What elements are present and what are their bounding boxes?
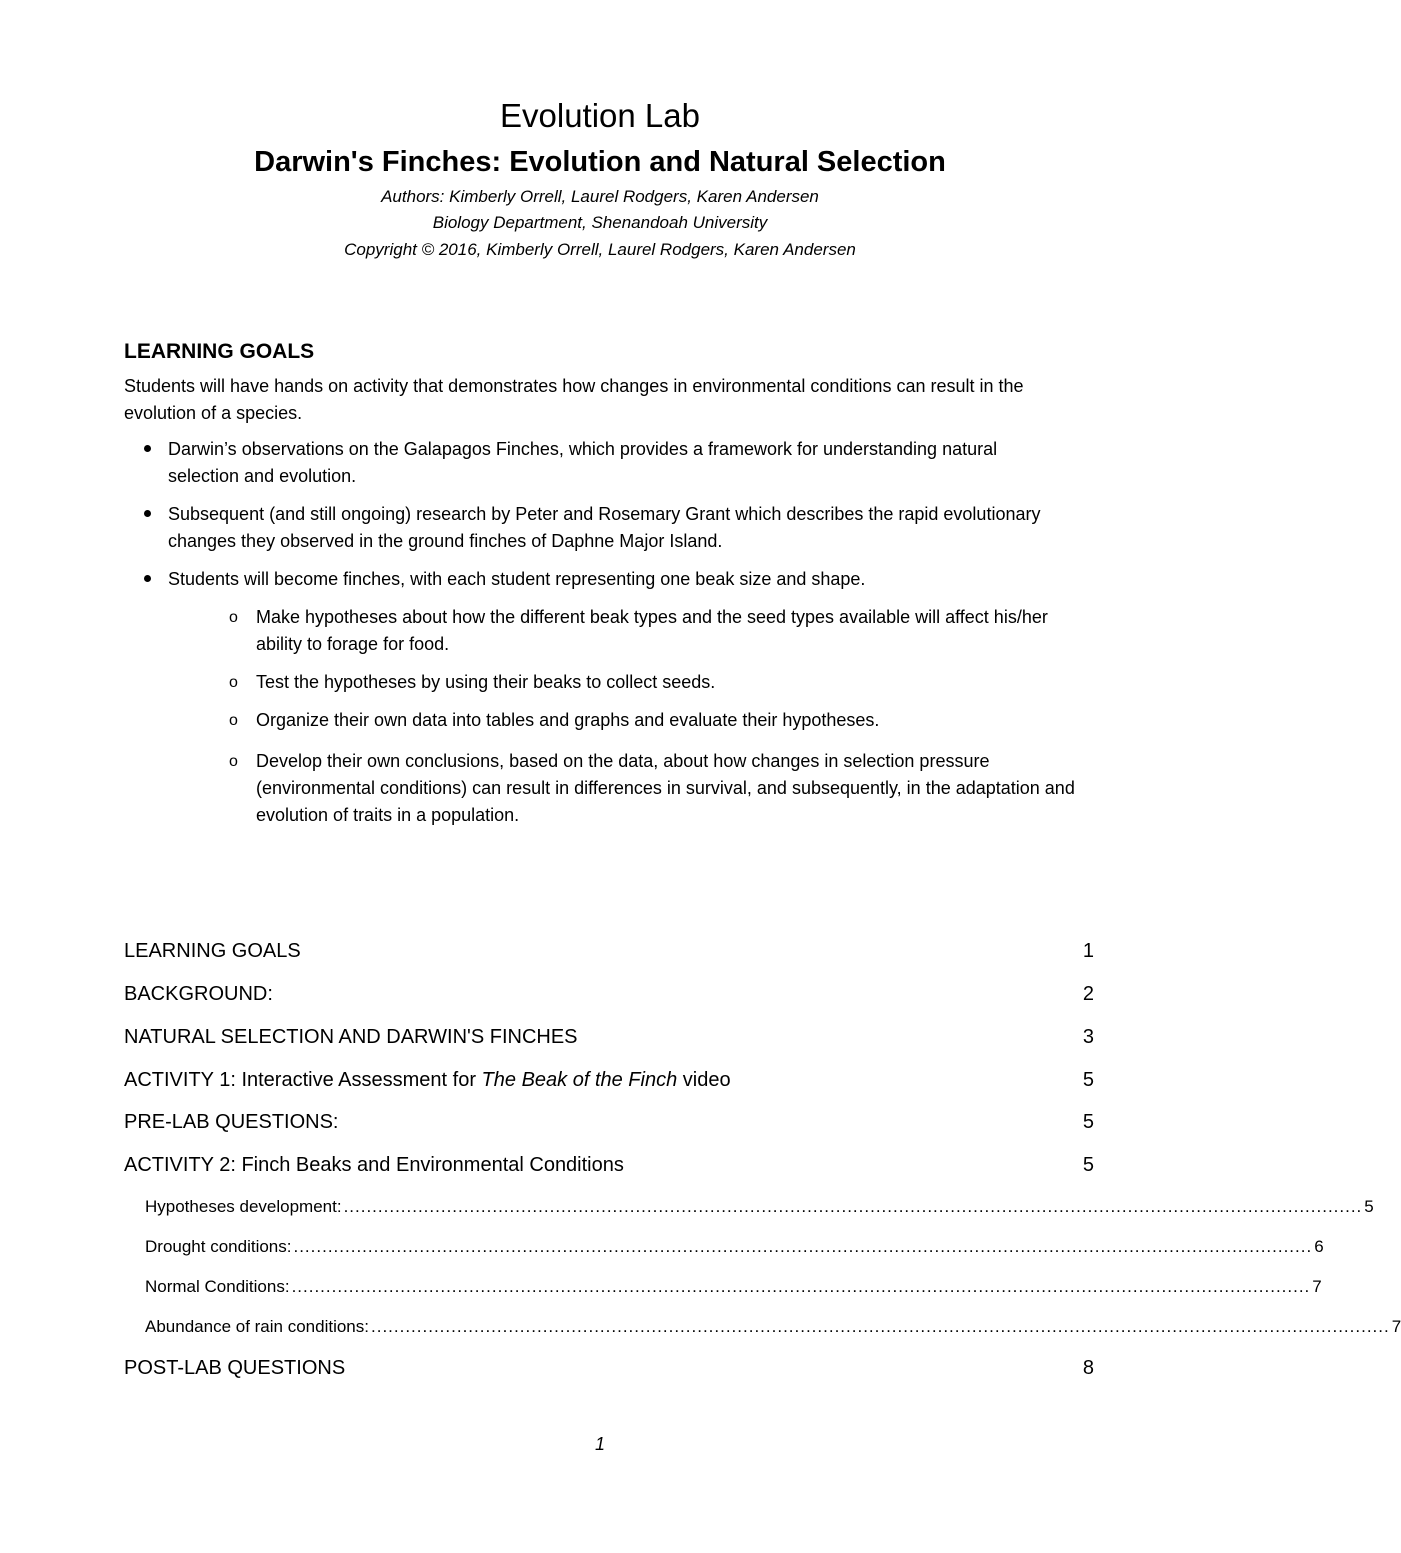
toc-subentry-label: Abundance of rain conditions: — [145, 1317, 369, 1336]
sub-bullet-marker: o — [229, 674, 238, 691]
toc-entry-post-lab[interactable] — [124, 1353, 1094, 1383]
toc-entry-label: BACKGROUND: — [124, 983, 273, 1005]
toc-subentry-drought[interactable] — [145, 1234, 1324, 1260]
toc-entry-activity-2[interactable] — [124, 1150, 1094, 1180]
toc-subentry-label: Hypotheses development: — [145, 1197, 342, 1216]
sub-bullet-marker: o — [229, 753, 238, 770]
goal-sub-bullet: Develop their own conclusions, based on the data, about how changes in selection pressure (environmental conditions) can result in differences in survival, and subsequently, in the adaptation and evolution of traits in a population. — [256, 751, 1075, 825]
toc-subentry-rain[interactable] — [145, 1314, 1401, 1340]
bullet-icon — [144, 445, 151, 452]
toc-entry-page: 5 — [1082, 1111, 1094, 1133]
toc-entry-page: 1 — [1082, 940, 1094, 962]
toc-entry-natural-selection[interactable] — [124, 1022, 1094, 1052]
toc-subentry-page: 6 — [1314, 1237, 1324, 1256]
toc-subentry-page: 5 — [1364, 1197, 1374, 1216]
toc-leader-dots: .................................................................................................................................................................................. — [343, 1197, 1363, 1216]
toc-entry-page: 8 — [1082, 1357, 1094, 1379]
authors-line: Authors: Kimberly Orrell, Laurel Rodgers, Karen Andersen — [381, 187, 819, 206]
bullet-icon — [144, 575, 151, 582]
learning-goals-heading: LEARNING GOALS — [124, 340, 315, 363]
toc-entry-page: 2 — [1082, 983, 1094, 1005]
document-subtitle: Darwin's Finches: Evolution and Natural Selection — [254, 146, 946, 178]
department-line: Biology Department, Shenandoah University — [432, 213, 768, 232]
toc-leader-dots: .................................................................................................................................................................................. — [291, 1277, 1311, 1296]
goal-sub-bullet: Organize their own data into tables and graphs and evaluate their hypotheses. — [256, 710, 880, 730]
sub-bullet-marker: o — [229, 609, 238, 626]
toc-entry-pre-lab[interactable] — [124, 1107, 1094, 1137]
toc-leader-dots: .................................................................................................................................................................................. — [293, 1237, 1313, 1256]
copyright-line: Copyright © 2016, Kimberly Orrell, Laurel Rodgers, Karen Andersen — [344, 240, 856, 259]
toc-entry-background[interactable] — [124, 979, 1094, 1009]
toc-entry-label: NATURAL SELECTION AND DARWIN'S FINCHES — [124, 1026, 578, 1048]
toc-entry-activity-1[interactable] — [124, 1065, 1094, 1095]
goal-bullet: Subsequent (and still ongoing) research by Peter and Rosemary Grant which describes the rapid evolutionary changes they observed in the ground finches of Daphne Major Island. — [168, 504, 1041, 551]
sub-bullet-marker: o — [229, 712, 238, 729]
toc-entry-label: PRE-LAB QUESTIONS: — [124, 1111, 339, 1133]
bullet-icon — [144, 510, 151, 517]
document-title: Evolution Lab — [500, 97, 700, 134]
toc-leader-dots: .................................................................................................................................................................................. — [371, 1317, 1390, 1336]
toc-subentry-label: Normal Conditions: — [145, 1277, 290, 1296]
toc-entry-page: 5 — [1082, 1069, 1094, 1091]
goal-bullet: Students will become finches, with each student representing one beak size and shape. — [168, 569, 866, 589]
learning-goals-intro: Students will have hands on activity that demonstrates how changes in environmental conditions can result in the evolution of a species. — [124, 376, 1024, 423]
toc-entry-page: 5 — [1082, 1154, 1094, 1176]
goal-sub-bullet: Make hypotheses about how the different beak types and the seed types available will affect his/her ability to forage for food. — [256, 607, 1048, 654]
goal-sub-bullet: Test the hypotheses by using their beaks to collect seeds. — [256, 672, 716, 692]
toc-entry-page: 3 — [1082, 1026, 1094, 1048]
goal-bullet: Darwin’s observations on the Galapagos Finches, which provides a framework for understanding natural selection and evolution. — [168, 439, 998, 486]
toc-entry-label: ACTIVITY 1: Interactive Assessment for The Beak of the Finch video — [124, 1069, 731, 1091]
toc-subentry-normal[interactable] — [145, 1274, 1322, 1300]
toc-entry-label: LEARNING GOALS — [124, 940, 301, 962]
toc-entry-label: POST-LAB QUESTIONS — [124, 1357, 346, 1379]
toc-subentry-hypotheses[interactable] — [145, 1194, 1374, 1220]
toc-subentry-page: 7 — [1312, 1277, 1322, 1296]
toc-entry-learning-goals[interactable] — [124, 936, 1094, 966]
toc-subentry-label: Drought conditions: — [145, 1237, 292, 1256]
toc-subentry-page: 7 — [1391, 1317, 1401, 1336]
page-number: 1 — [594, 1434, 605, 1454]
toc-entry-label: ACTIVITY 2: Finch Beaks and Environmental Conditions — [124, 1154, 624, 1176]
